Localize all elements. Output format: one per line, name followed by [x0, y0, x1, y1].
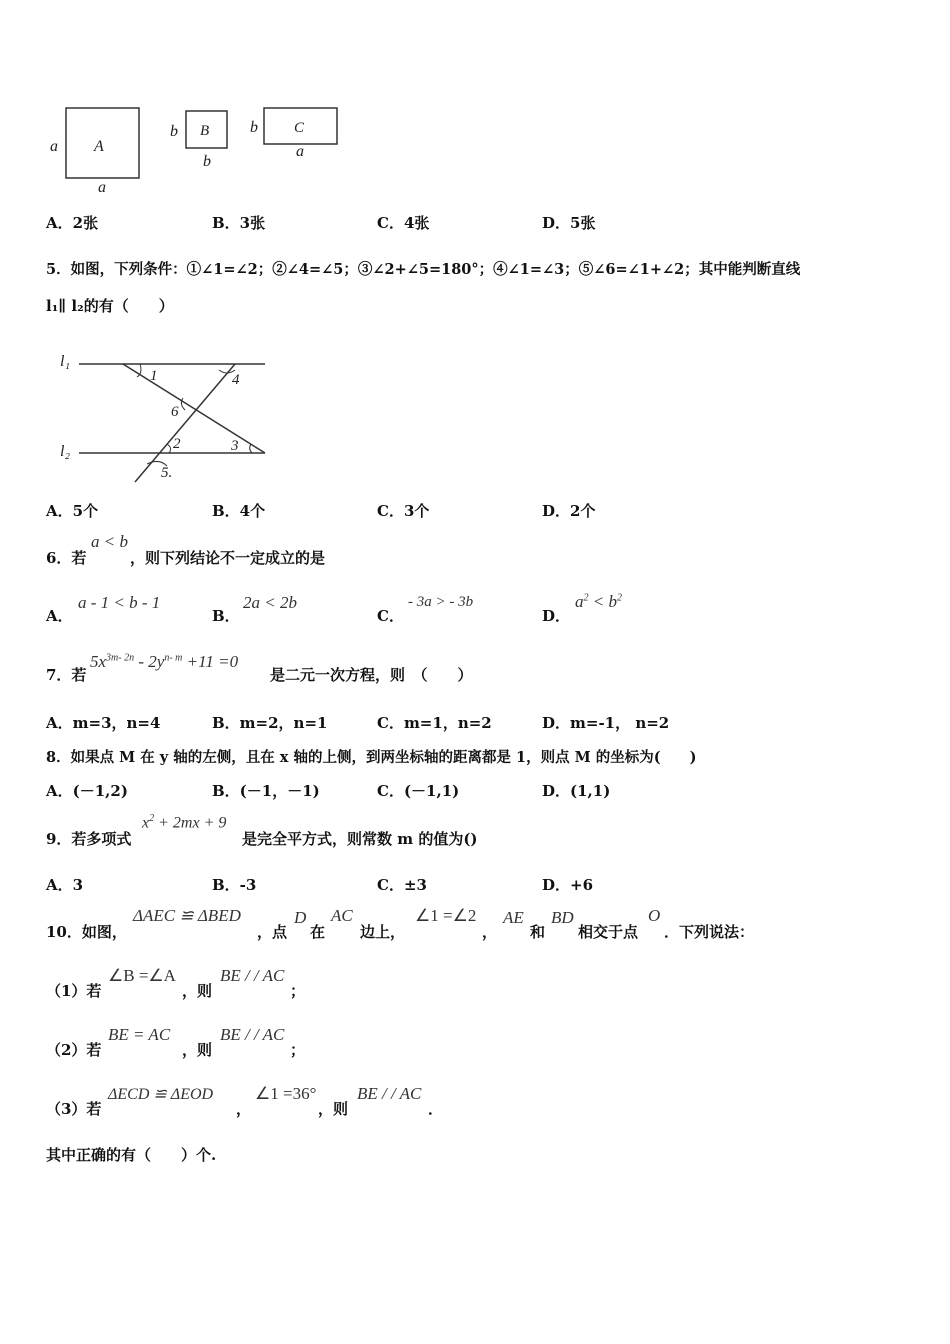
q10-s1-then: ，则 [182, 982, 213, 1000]
q10-s1-cond: ∠B =∠A [108, 966, 176, 985]
q5-stem-line2: l₁∥ l₂的有（ ） [46, 297, 174, 315]
q4-option-a: A．2张 [46, 214, 99, 232]
q5-option-b: B．4个 [212, 502, 266, 520]
angle-1-label: 1 [150, 368, 158, 384]
q9-option-d: D．+6 [542, 876, 594, 894]
q6-expr-a: a - 1 < b - 1 [78, 593, 161, 612]
q10-segment-ac: AC [331, 906, 353, 925]
q6-label-a: A． [46, 607, 73, 625]
q5-option-d: D．2个 [542, 502, 596, 520]
q10-bd: BD [551, 908, 574, 927]
q4-option-d: D．5张 [542, 214, 596, 232]
q10-s3-if: （3）若 [46, 1100, 102, 1118]
q7-option-d: D．m=-1， n=2 [542, 714, 670, 732]
q10-comma: ， [482, 923, 498, 941]
parallel-lines-figure [55, 340, 285, 490]
q10-angle-eq: ∠1 =∠2 [415, 906, 477, 925]
q7-option-c: C．m=1，n=2 [377, 714, 492, 732]
q9-polynomial: $x^2 + 2mx + 9$ [142, 813, 227, 832]
q8-option-d: D．(1,1) [542, 782, 611, 800]
q10-and: 和 [530, 923, 546, 941]
q10-s3-angle: ∠1 =36° [255, 1084, 317, 1103]
q6-expr-d: $a^2 < b^2$ [575, 592, 622, 611]
q5-stem: 5．如图，下列条件：①∠1=∠2；②∠4=∠5；③∠2+∠5=180°；④∠1=∠3；⑤∠6=∠1+∠2；其中能判断直线 [46, 261, 801, 278]
q8-option-b: B．(－1，－1) [212, 782, 320, 800]
rect-a-label: A [94, 138, 104, 155]
q10-statements-intro: ．下列说法： [664, 923, 755, 941]
q4-option-b: B．3张 [212, 214, 266, 232]
rect-c-label: C [294, 120, 305, 136]
q6-label-d: D． [542, 607, 571, 625]
angle-2-label: 2 [173, 436, 181, 452]
q10-point-d: D [294, 908, 307, 927]
q8-option-c: C．(－1,1) [377, 782, 460, 800]
q10-s2-concl: BE / / AC [220, 1025, 285, 1044]
q10-congruence: ΔAEC ≌ ΔBED [133, 906, 241, 925]
q7-prefix: 7．若 [46, 666, 87, 684]
rect-b-bottom-label: b [203, 153, 211, 170]
q10-s3-concl: BE / / AC [357, 1084, 422, 1103]
rect-c-bottom-label: a [296, 143, 304, 160]
q10-s3-then: ，则 [318, 1100, 349, 1118]
angle-3-label: 3 [231, 438, 239, 454]
q5-option-c: C．3个 [377, 502, 430, 520]
q10-s2-cond: BE = AC [108, 1025, 171, 1044]
rectangles-figure [40, 100, 360, 200]
label-l2: l₂ [60, 443, 71, 460]
q6-condition: a < b [91, 532, 128, 551]
q10-point-o: O [648, 906, 661, 925]
q9-suffix: 是完全平方式，则常数 m 的值为() [242, 830, 478, 848]
rect-a-side-label: a [50, 138, 58, 155]
q10-s2-if: （2）若 [46, 1041, 102, 1059]
rect-b-label: B [200, 123, 210, 139]
q9-option-a: A．3 [46, 876, 84, 894]
q9-option-c: C．±3 [377, 876, 427, 894]
angle-4-label: 4 [232, 372, 240, 388]
q6-label-b: B． [212, 607, 240, 625]
q10-s3-cond: ΔECD ≌ ΔEOD [108, 1086, 214, 1103]
q10-intro: 10．如图， [46, 923, 127, 941]
q10-ae: AE [503, 908, 524, 927]
q10-text-on: 在 [310, 923, 326, 941]
q10-s2-end: ； [290, 1041, 306, 1059]
angle-6-label: 6 [171, 404, 179, 420]
q10-s1-concl: BE / / AC [220, 966, 285, 985]
q10-s3-comma: ， [236, 1100, 252, 1118]
q4-option-c: C．4张 [377, 214, 430, 232]
q10-final: 其中正确的有（ ）个. [46, 1146, 217, 1164]
q5-option-a: A．5个 [46, 502, 99, 520]
q6-suffix: ，则下列结论不一定成立的是 [130, 549, 326, 567]
q7-option-b: B．m=2，n=1 [212, 714, 328, 732]
q8-option-a: A．(－1,2) [46, 782, 128, 800]
q6-prefix: 6．若 [46, 549, 87, 567]
q10-text-side: 边上， [360, 923, 406, 941]
q6-label-c: C． [377, 607, 404, 625]
q10-intersect: 相交于点 [578, 923, 639, 941]
rect-a-bottom-label: a [98, 179, 106, 196]
q8-stem: 8．如果点 M 在 y 轴的左侧，且在 x 轴的上侧，到两坐标轴的距离都是 1，则点 M 的坐标为( ) [46, 749, 697, 766]
rect-c-side-label: b [250, 119, 258, 136]
q10-text-point: ，点 [257, 923, 288, 941]
q6-expr-b: 2a < 2b [243, 593, 297, 612]
angle-5-label: 5. [161, 465, 173, 481]
q10-s1-end: ； [290, 982, 306, 1000]
q9-prefix: 9．若多项式 [46, 830, 132, 848]
q10-s2-then: ，则 [182, 1041, 213, 1059]
label-l1: l₁ [60, 353, 71, 370]
rect-b-side-label: b [170, 123, 178, 140]
q10-s1-if: （1）若 [46, 982, 102, 1000]
q7-option-a: A．m=3，n=4 [46, 714, 161, 732]
q9-option-b: B．-3 [212, 876, 257, 894]
q7-suffix: 是二元一次方程，则 （ ） [270, 666, 473, 684]
q7-equation: $5x^{3m- 2n} - 2y^{n- m} +11 =0$ [90, 652, 239, 671]
q10-s3-end: ． [428, 1100, 444, 1118]
q6-expr-c: - 3a > - 3b [408, 594, 474, 610]
